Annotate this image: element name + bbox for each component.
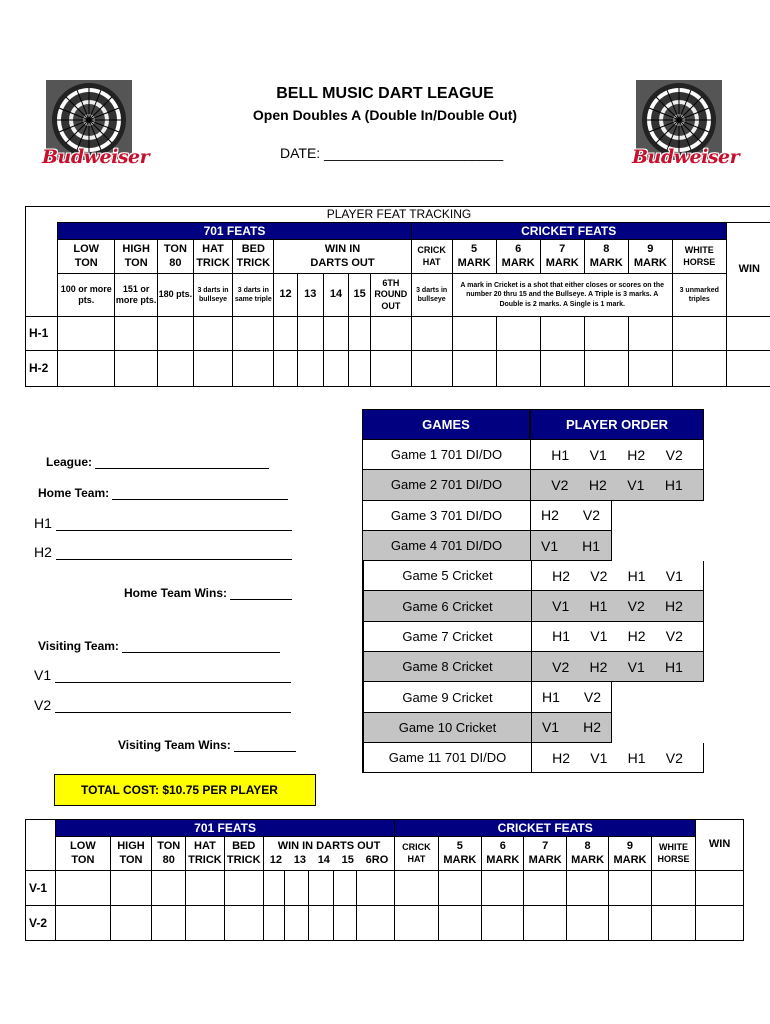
player-slot: H1	[551, 446, 570, 463]
game-row	[362, 440, 704, 470]
mark-9-header: 9 MARK	[609, 837, 651, 871]
ton-80-header: TON 80	[158, 240, 193, 274]
darts-out-13: 13	[297, 274, 323, 317]
game-row	[362, 622, 704, 652]
white-horse-desc: 3 unmarked triples	[672, 274, 726, 317]
player-slot: V2	[665, 749, 683, 766]
row-label: H-1	[26, 317, 58, 351]
low-ton-header: LOW TON	[58, 240, 115, 274]
player-order	[531, 531, 611, 560]
date-field[interactable]: DATE: _______________________	[280, 145, 504, 161]
home-team-field[interactable]: Home Team:	[38, 486, 288, 500]
high-ton-header: HIGH TON	[115, 240, 158, 274]
group-701-feats: 701 FEATS	[58, 223, 412, 240]
player-order	[532, 652, 703, 681]
game-row	[362, 470, 704, 500]
game-name: Game 3 701 DI/DO	[363, 501, 531, 530]
game-name: Game 11 701 DI/DO	[364, 743, 532, 772]
darts-out-12: 12	[274, 274, 298, 317]
mark-6-header: 6 MARK	[496, 240, 540, 274]
home-team-wins-field[interactable]: Home Team Wins:	[124, 586, 292, 600]
player-slot: H1	[552, 628, 571, 645]
total-cost-banner: TOTAL COST: $10.75 PER PLAYER	[54, 774, 316, 806]
league-field[interactable]: League:	[46, 455, 269, 469]
sixth-round-out: 6TH ROUND OUT	[370, 274, 411, 317]
player-slot: V1	[627, 658, 645, 675]
visiting-team-field[interactable]: Visiting Team:	[38, 639, 280, 653]
table-row	[26, 351, 770, 387]
game-row	[362, 652, 704, 682]
player-order	[532, 591, 703, 620]
white-horse-header: WHITE HORSE	[672, 240, 726, 274]
group-cricket-feats: CRICKET FEATS	[411, 223, 726, 240]
player-slot: H2	[589, 658, 608, 675]
crick-hat-header: CRICK HAT	[411, 240, 452, 274]
game-name: Game 10 Cricket	[364, 713, 532, 742]
low-ton-header: LOW TON	[55, 837, 110, 871]
mark-9-header: 9 MARK	[628, 240, 672, 274]
player-slot: H1	[664, 658, 683, 675]
player-slot: H2	[552, 567, 571, 584]
row-label: H-2	[26, 351, 58, 387]
h2-field[interactable]: H2	[34, 544, 292, 560]
budweiser-logo-text: Budweiser	[42, 146, 150, 168]
mark-8-header: 8 MARK	[566, 837, 608, 871]
player-slot: V1	[541, 537, 559, 554]
player-slot: V2	[665, 446, 683, 463]
win-header: WIN	[696, 820, 744, 871]
player-slot: H2	[627, 628, 646, 645]
player-order	[532, 561, 703, 590]
game-name: Game 4 701 DI/DO	[363, 531, 531, 560]
v2-field[interactable]: V2	[34, 697, 291, 713]
visiting-team-wins-field[interactable]: Visiting Team Wins:	[118, 738, 296, 752]
game-name: Game 7 Cricket	[364, 622, 532, 651]
player-order	[531, 440, 703, 469]
player-slot: H1	[664, 476, 683, 493]
mark-6-header: 6 MARK	[482, 837, 524, 871]
table-row	[26, 317, 770, 351]
games-header: GAMES	[362, 409, 530, 440]
visitor-feat-table	[25, 819, 744, 941]
player-slot: H2	[541, 507, 559, 524]
game-row	[362, 501, 612, 531]
row-label: V-2	[26, 906, 56, 941]
win-in-darts-out-header: WIN IN DARTS OUT	[274, 240, 412, 274]
budweiser-logo-text: Budweiser	[632, 146, 740, 168]
player-slot: V2	[590, 567, 608, 584]
bed-trick-header: BED TRICK	[233, 240, 274, 274]
game-name: Game 8 Cricket	[364, 652, 532, 681]
mark-7-header: 7 MARK	[524, 837, 566, 871]
mark-7-header: 7 MARK	[540, 240, 584, 274]
crick-hat-header: CRICK HAT	[395, 837, 438, 871]
feat-tracking-caption: PLAYER FEAT TRACKING	[26, 207, 770, 223]
darts-out-15: 15	[349, 274, 370, 317]
player-slot: V1	[552, 598, 570, 615]
v1-field[interactable]: V1	[34, 667, 291, 683]
game-name: Game 9 Cricket	[364, 682, 532, 711]
crick-hat-desc: 3 darts in bullseye	[411, 274, 452, 317]
table-row	[26, 906, 744, 941]
ton-80-header: TON 80	[152, 837, 186, 871]
game-row	[362, 561, 704, 591]
player-slot: V1	[590, 628, 608, 645]
player-slot: V2	[582, 507, 601, 524]
table-row	[26, 871, 744, 906]
player-slot: H1	[582, 537, 601, 554]
hat-trick-desc: 3 darts in bullseye	[193, 274, 233, 317]
player-slot: H2	[588, 476, 607, 493]
player-slot: V2	[627, 598, 645, 615]
game-row	[362, 713, 612, 743]
page-title: BELL MUSIC DART LEAGUE	[276, 85, 494, 102]
player-slot: V2	[583, 689, 601, 706]
hat-trick-header: HAT TRICK	[193, 240, 233, 274]
games-table	[362, 409, 704, 773]
row-label: V-1	[26, 871, 56, 906]
player-order	[532, 622, 703, 651]
player-slot: V2	[665, 628, 683, 645]
game-row	[362, 682, 612, 712]
darts-out-14: 14	[323, 274, 349, 317]
mark-5-header: 5 MARK	[452, 240, 496, 274]
player-slot: H1	[627, 749, 646, 766]
h1-field[interactable]: H1	[34, 515, 292, 531]
mark-8-header: 8 MARK	[584, 240, 628, 274]
white-horse-header: WHITE HORSE	[651, 837, 696, 871]
game-row	[362, 531, 612, 561]
player-feat-tracking-table	[25, 206, 770, 387]
low-ton-desc: 100 or more pts.	[58, 274, 115, 317]
player-slot: H1	[627, 567, 646, 584]
ton-80-desc: 180 pts.	[158, 274, 193, 317]
group-701-feats: 701 FEATS	[55, 820, 394, 837]
game-name: Game 2 701 DI/DO	[363, 470, 531, 499]
player-slot: V2	[552, 658, 570, 675]
player-slot: H1	[589, 598, 608, 615]
player-slot: V1	[665, 567, 683, 584]
player-slot: V1	[590, 749, 608, 766]
player-slot: V2	[551, 476, 569, 493]
high-ton-desc: 151 or more pts.	[115, 274, 158, 317]
page-subtitle: Open Doubles A (Double In/Double Out)	[252, 107, 518, 123]
player-order	[531, 501, 611, 530]
game-name: Game 1 701 DI/DO	[363, 440, 531, 469]
game-name: Game 6 Cricket	[364, 591, 532, 620]
game-row	[362, 591, 704, 621]
player-slot: V1	[589, 446, 607, 463]
win-in-darts-out-header: WIN IN DARTS OUT 12 13 14 15 6RO	[263, 837, 394, 871]
player-slot: H2	[664, 598, 683, 615]
high-ton-header: HIGH TON	[110, 837, 151, 871]
bed-trick-desc: 3 darts in same triple	[233, 274, 274, 317]
player-slot: H1	[541, 689, 560, 706]
marks-desc: A mark in Cricket is a shot that either closes or scores on the number 20 thru 15 and the Bullseye. A Triple is 3 marks. A Double is 2 marks. A Single is 1 mark.	[452, 274, 672, 317]
bed-trick-header: BED TRICK	[224, 837, 263, 871]
game-row	[362, 743, 704, 773]
player-slot: H2	[583, 719, 601, 736]
player-order	[532, 682, 611, 711]
player-order	[531, 470, 703, 499]
player-slot: V1	[627, 476, 645, 493]
player-order-header: PLAYER ORDER	[530, 409, 704, 440]
hat-trick-header: HAT TRICK	[186, 837, 224, 871]
group-cricket-feats: CRICKET FEATS	[395, 820, 696, 837]
mark-5-header: 5 MARK	[438, 837, 481, 871]
player-order	[532, 743, 703, 772]
player-slot: H2	[627, 446, 646, 463]
game-name: Game 5 Cricket	[364, 561, 532, 590]
player-slot: V1	[541, 719, 560, 736]
player-slot: H2	[552, 749, 571, 766]
win-header: WIN	[726, 223, 770, 317]
player-order	[532, 713, 611, 742]
